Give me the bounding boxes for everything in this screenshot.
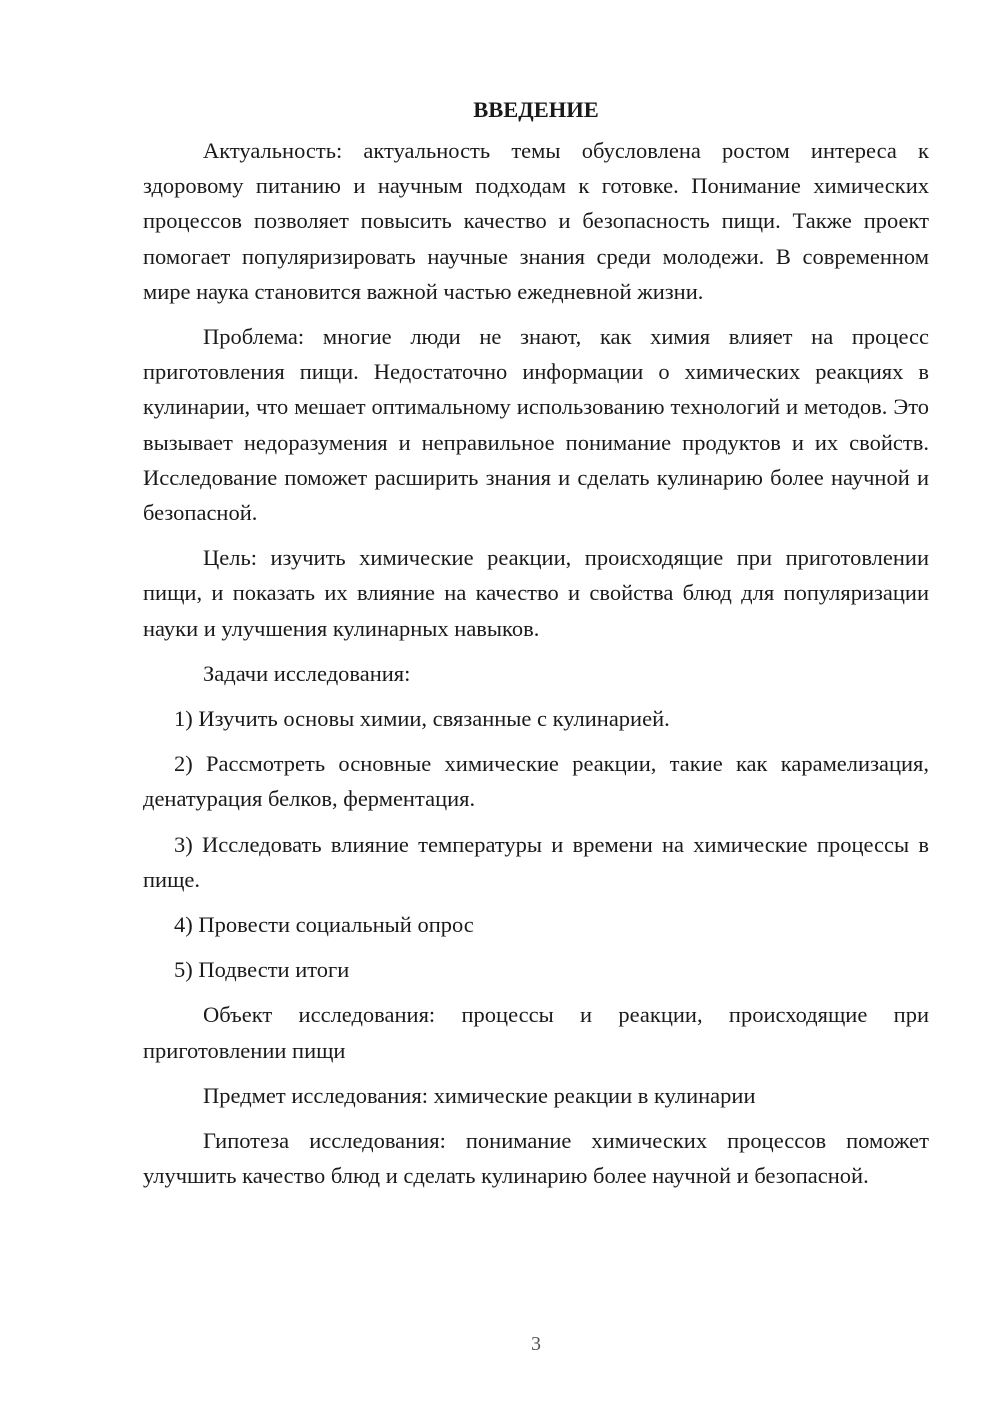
relevance-paragraph: Актуальность: актуальность темы обусловлена ростом интереса к здоровому питанию и научным подходам к готовке. Понимание химических процессов позволяет повысить качество и безопасность пищи. Также проект помогает популяризировать научные знания среди молодежи. В современном мире наука становится важной частью ежедневной жизни. (143, 138, 929, 304)
object-paragraph: Объект исследования: процессы и реакции, происходящие при приготовлении пищи (143, 1002, 929, 1063)
page-number: 3 (531, 1333, 541, 1355)
task-item-5: 5) Подвести итоги (174, 957, 350, 983)
tasks-heading: Задачи исследования: (203, 660, 411, 686)
subject-paragraph: Предмет исследования: химические реакции в кулинарии (203, 1082, 756, 1108)
task-item-3: 3) Исследовать влияние температуры и времени на химические процессы в пище. (143, 831, 929, 892)
task-item-2: 2) Рассмотреть основные химические реакции, такие как карамелизация, денатурация белков, ферментация. (143, 751, 929, 812)
hypothesis-paragraph: Гипотеза исследования: понимание химических процессов поможет улучшить качество блюд и сделать кулинарию более научной и безопасной. (143, 1128, 929, 1189)
goal-paragraph: Цель: изучить химические реакции, происходящие при приготовлении пищи, и показать их влияние на качество и свойства блюд для популяризации науки и улучшения кулинарных навыков. (143, 545, 929, 641)
task-item-4: 4) Провести социальный опрос (174, 912, 474, 938)
problem-paragraph: Проблема: многие люди не знают, как химия влияет на процесс приготовления пищи. Недостаточно информации о химических реакциях в кулинарии, что мешает оптимальному использованию технологий и методов. Это вызывает недоразумения и неправильное понимание продуктов и их свойств. Исследование поможет расширить знания и сделать кулинарию более научной и безопасной. (143, 324, 929, 526)
task-item-1: 1) Изучить основы химии, связанные с кулинарией. (174, 706, 670, 732)
document-body (143, 92, 929, 1203)
page-title: ВВЕДЕНИЕ (473, 97, 599, 122)
